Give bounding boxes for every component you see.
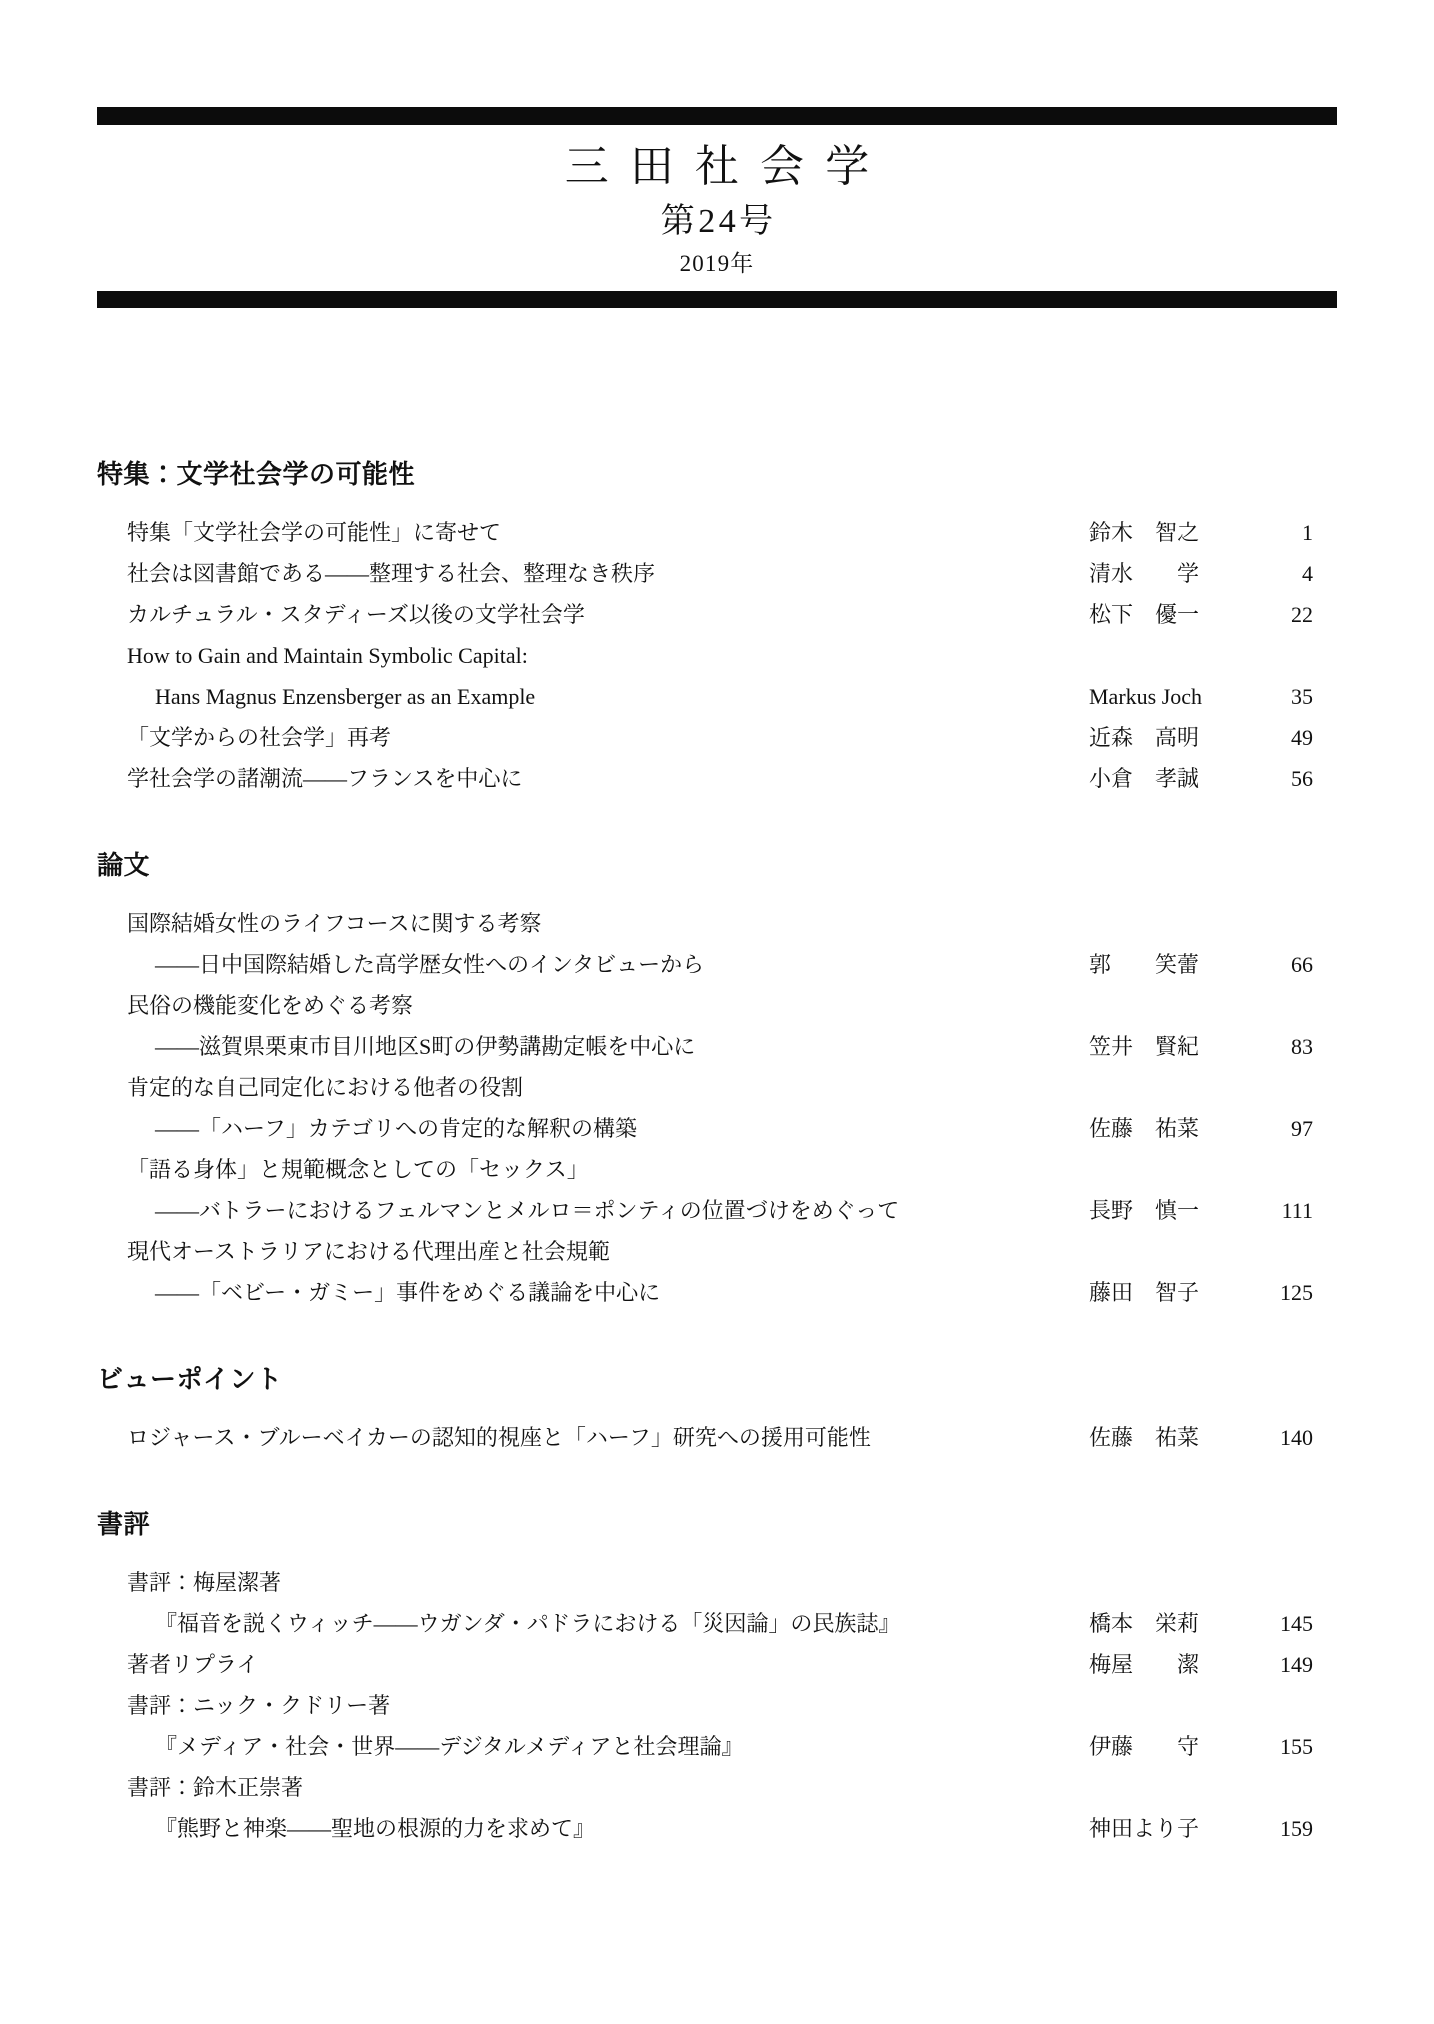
section-entries bbox=[97, 512, 1337, 799]
toc-entry-line bbox=[97, 1808, 1337, 1849]
toc-section bbox=[97, 1363, 1337, 1458]
toc-entry-line bbox=[97, 676, 1337, 717]
entry-title: カルチュラル・スタディーズ以後の文学社会学 bbox=[127, 602, 585, 627]
section-entries bbox=[97, 1417, 1337, 1458]
entry-title: 書評：梅屋潔著 bbox=[127, 1570, 282, 1595]
entry-title: 社会は図書館である——整理する社会、整理なき秩序 bbox=[127, 561, 656, 586]
toc-entry-line bbox=[97, 1231, 1337, 1272]
entry-title: 「語る身体」と規範概念としての「セックス」 bbox=[127, 1157, 589, 1182]
toc-entry-line bbox=[97, 1149, 1337, 1190]
section-heading: 論文 bbox=[97, 850, 151, 880]
toc-section bbox=[97, 1508, 1337, 1849]
toc-entry-line bbox=[97, 1272, 1337, 1313]
section-heading: ビューポイント bbox=[97, 1364, 283, 1394]
entry-title: How to Gain and Maintain Symbolic Capital: bbox=[127, 643, 528, 668]
entry-author: 梅屋 潔 bbox=[1089, 1652, 1200, 1677]
entry-title: 著者リプライ bbox=[127, 1652, 259, 1677]
toc-entry-line bbox=[97, 1417, 1337, 1458]
entry-author: 郭 笑蕾 bbox=[1089, 952, 1200, 977]
toc-entry-line bbox=[97, 1767, 1337, 1808]
entry-author: 橋本 栄莉 bbox=[1089, 1611, 1200, 1636]
entry-page: 159 bbox=[1280, 1816, 1313, 1841]
entry-title: 肯定的な自己同定化における他者の役割 bbox=[127, 1075, 524, 1100]
toc-entry-line bbox=[97, 1108, 1337, 1149]
entry-author: Markus Joch bbox=[1089, 684, 1203, 709]
entry-title: ——「ベビー・ガミー」事件をめぐる議論を中心に bbox=[155, 1280, 661, 1305]
entry-title: 国際結婚女性のライフコースに関する考察 bbox=[127, 911, 542, 936]
entry-page: 83 bbox=[1291, 1034, 1313, 1059]
toc-entry-line bbox=[97, 1190, 1337, 1231]
toc-entry-line bbox=[97, 903, 1337, 944]
journal-title: 三田社会学 bbox=[564, 142, 891, 191]
entry-page: 56 bbox=[1291, 766, 1313, 791]
page-content bbox=[97, 0, 1337, 1849]
toc-entry-line bbox=[97, 635, 1337, 676]
entry-title: 現代オーストラリアにおける代理出産と社会規範 bbox=[127, 1239, 610, 1264]
entry-author: 長野 慎一 bbox=[1089, 1198, 1200, 1223]
toc-entry-line bbox=[97, 1067, 1337, 1108]
entry-title: ——「ハーフ」カテゴリへの肯定的な解釈の構築 bbox=[155, 1116, 638, 1141]
entry-title: ——滋賀県栗東市目川地区S町の伊勢講勘定帳を中心に bbox=[155, 1034, 696, 1059]
journal-issue-number: 第24号 bbox=[660, 203, 777, 240]
entry-author: 鈴木 智之 bbox=[1089, 520, 1200, 545]
section-heading: 書評 bbox=[97, 1509, 151, 1539]
entry-title: 民俗の機能変化をめぐる考察 bbox=[127, 993, 414, 1018]
entry-title: 特集「文学社会学の可能性」に寄せて bbox=[127, 520, 502, 545]
entry-title: ロジャース・ブルーベイカーの認知的視座と「ハーフ」研究への援用可能性 bbox=[127, 1425, 871, 1450]
entry-title: 『福音を説くウィッチ——ウガンダ・パドラにおける「災因論」の民族誌』 bbox=[155, 1611, 901, 1636]
entry-author: 藤田 智子 bbox=[1089, 1280, 1200, 1305]
entry-author: 清水 学 bbox=[1089, 561, 1200, 586]
entry-page: 4 bbox=[1302, 561, 1313, 586]
entry-page: 140 bbox=[1280, 1425, 1313, 1450]
toc-entry-line bbox=[97, 985, 1337, 1026]
entry-title: 書評：鈴木正崇著 bbox=[127, 1775, 304, 1800]
entry-author: 松下 優一 bbox=[1089, 602, 1200, 627]
section-entries bbox=[97, 1562, 1337, 1849]
entry-title: 『熊野と神楽——聖地の根源的力を求めて』 bbox=[155, 1816, 596, 1841]
entry-author: 佐藤 祐菜 bbox=[1089, 1425, 1200, 1450]
entry-author: 神田より子 bbox=[1089, 1816, 1200, 1841]
toc-entry-line bbox=[97, 1026, 1337, 1067]
entry-page: 125 bbox=[1280, 1280, 1313, 1305]
entry-page: 145 bbox=[1280, 1611, 1313, 1636]
toc-entry-line bbox=[97, 1685, 1337, 1726]
entry-title: Hans Magnus Enzensberger as an Example bbox=[155, 684, 536, 709]
entry-title: 書評：ニック・クドリー著 bbox=[127, 1693, 391, 1718]
entry-page: 35 bbox=[1291, 684, 1313, 709]
journal-year: 2019年 bbox=[679, 251, 755, 276]
entry-page: 149 bbox=[1280, 1652, 1313, 1677]
entry-author: 伊藤 守 bbox=[1089, 1734, 1200, 1759]
entry-page: 155 bbox=[1280, 1734, 1313, 1759]
toc-entry-line bbox=[97, 944, 1337, 985]
entry-page: 49 bbox=[1291, 725, 1313, 750]
entry-title: 「文学からの社会学」再考 bbox=[127, 725, 392, 750]
toc-entry-line bbox=[97, 512, 1337, 553]
entry-author: 近森 高明 bbox=[1089, 725, 1200, 750]
entry-author: 小倉 孝誠 bbox=[1089, 766, 1200, 791]
entry-page: 1 bbox=[1302, 520, 1313, 545]
entry-title: 『メディア・社会・世界——デジタルメディアと社会理論』 bbox=[155, 1734, 744, 1759]
entry-page: 97 bbox=[1291, 1116, 1313, 1141]
toc bbox=[97, 458, 1337, 1849]
entry-author: 佐藤 祐菜 bbox=[1089, 1116, 1200, 1141]
section-heading: 特集：文学社会学の可能性 bbox=[97, 459, 416, 489]
toc-entry-line bbox=[97, 553, 1337, 594]
entry-author: 笠井 賢紀 bbox=[1089, 1034, 1200, 1059]
toc-entry-line bbox=[97, 594, 1337, 635]
toc-entry-line bbox=[97, 758, 1337, 799]
entry-page: 66 bbox=[1291, 952, 1313, 977]
entry-page: 111 bbox=[1281, 1198, 1313, 1223]
toc-entry-line bbox=[97, 1562, 1337, 1603]
toc-entry-line bbox=[97, 1726, 1337, 1767]
toc-entry-line bbox=[97, 717, 1337, 758]
section-entries bbox=[97, 903, 1337, 1313]
toc-section bbox=[97, 458, 1337, 799]
top-rule bbox=[97, 107, 1337, 125]
entry-title: ——日中国際結婚した高学歴女性へのインタビューから bbox=[155, 952, 705, 977]
entry-title: 学社会学の諸潮流——フランスを中心に bbox=[127, 766, 523, 791]
toc-entry-line bbox=[97, 1603, 1337, 1644]
toc-section bbox=[97, 849, 1337, 1313]
bottom-rule bbox=[97, 291, 1337, 308]
toc-entry-line bbox=[97, 1644, 1337, 1685]
entry-page: 22 bbox=[1291, 602, 1313, 627]
entry-title: ——バトラーにおけるフェルマンとメルロ＝ポンティの位置づけをめぐって bbox=[155, 1198, 900, 1223]
